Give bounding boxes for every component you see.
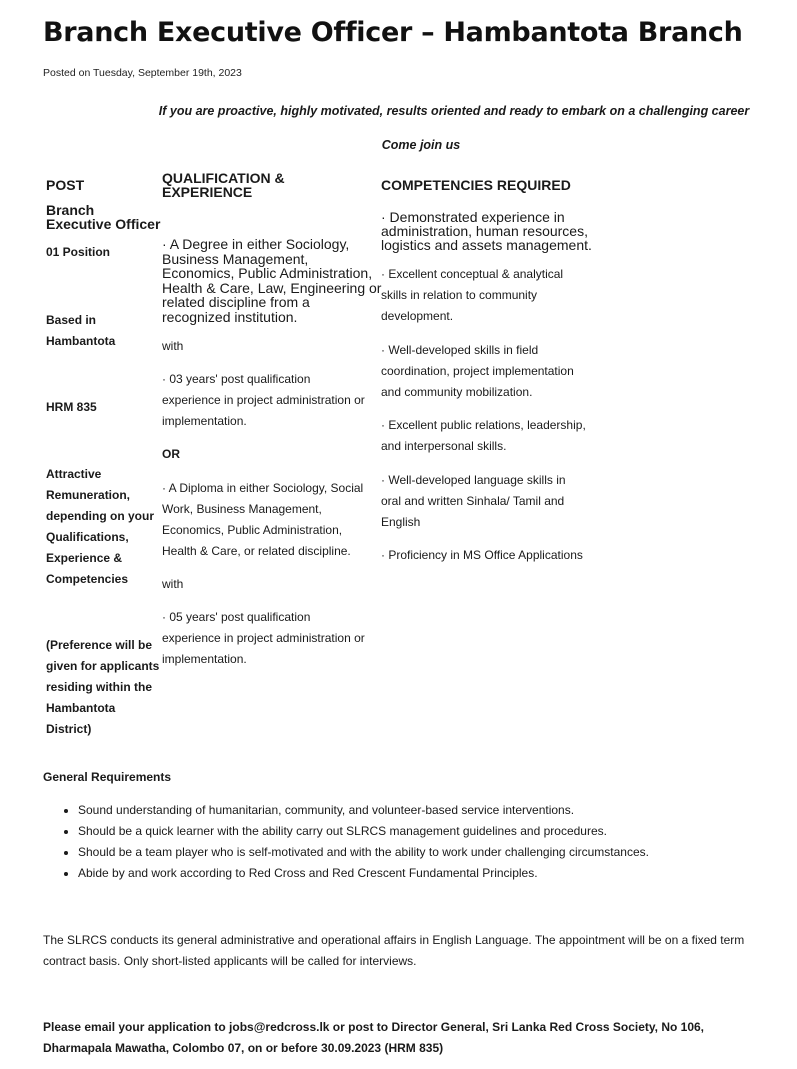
competency-line: development. xyxy=(381,309,454,323)
competencies-header: COMPETENCIES REQUIRED xyxy=(381,177,571,193)
remuneration-line: Attractive xyxy=(46,467,102,481)
competency-line: oral and written Sinhala/ Tamil and xyxy=(381,494,565,508)
language-note: The SLRCS conducts its general administrative and operational affairs in English Language. The appointment will be on a fixed term contract basis. Only short-listed applicants will be called for interviews. xyxy=(43,933,745,968)
hrm-code: HRM 835 xyxy=(46,400,97,414)
preference-line: Hambantota xyxy=(46,701,116,715)
preference-line: given for applicants xyxy=(46,659,160,673)
remuneration-line: depending on your xyxy=(46,509,154,523)
degree-line: related discipline from a xyxy=(162,294,310,310)
competency-line: · Excellent public relations, leadership, xyxy=(381,418,586,432)
competency-line: logistics and assets management. xyxy=(381,237,592,253)
diploma-line: Work, Business Management, xyxy=(162,502,322,516)
experience-line: implementation. xyxy=(162,414,247,428)
competency-line: · Excellent conceptual & analytical xyxy=(381,267,564,281)
experience-line: experience in project administration or xyxy=(162,631,365,645)
experience-line: experience in project administration or xyxy=(162,393,365,407)
post-title: Branch Executive Officer xyxy=(46,202,161,232)
degree-line: Business Management, xyxy=(162,251,309,267)
degree-line: Health & Care, Law, Engineering or xyxy=(162,280,382,296)
or-label: OR xyxy=(162,447,180,461)
post-header: POST xyxy=(46,177,85,193)
based-label: Based in xyxy=(46,313,97,327)
competency-line: · Well-developed skills in field xyxy=(381,343,539,357)
qualification-header: QUALIFICATION & xyxy=(162,170,285,186)
competency-line: · Proficiency in MS Office Applications xyxy=(381,548,583,562)
preference-line: residing within the xyxy=(46,680,153,694)
diploma-line: Health & Care, or related discipline. xyxy=(162,544,351,558)
experience-line: · 03 years' post qualification xyxy=(162,372,311,386)
preference-line: District) xyxy=(46,722,92,736)
join-line: Come join us xyxy=(381,138,461,152)
remuneration-line: Experience & xyxy=(46,551,123,565)
competency-line: administration, human resources, xyxy=(381,223,588,239)
with-label: with xyxy=(162,577,184,591)
competency-line: coordination, project implementation xyxy=(381,364,574,378)
competency-line: and community mobilization. xyxy=(381,385,533,399)
preference-line: (Preference will be xyxy=(46,638,153,652)
list-item: • Should be a quick learner with the ability carry out SLRCS management guidelines and procedures. xyxy=(78,821,649,842)
degree-line: · A Degree in either Sociology, xyxy=(162,236,350,252)
remuneration-line: Qualifications, xyxy=(46,530,129,544)
remuneration-line: Competencies xyxy=(46,572,129,586)
general-requirements-title: General Requirements xyxy=(43,770,172,784)
competency-line: · Well-developed language skills in xyxy=(381,473,566,487)
diploma-line: · A Diploma in either Sociology, Social xyxy=(162,481,364,495)
general-requirements-list xyxy=(43,800,649,884)
degree-line: recognized institution. xyxy=(162,309,298,325)
list-item: • Should be a team player who is self-motivated and with the ability to work under challenging circumstances. xyxy=(78,842,649,863)
competency-line: and interpersonal skills. xyxy=(381,439,507,453)
apply-note: Please email your application to jobs@redcross.lk or post to Director General, Sri Lanka Red Cross Society, No 106, Dharmapala Mawatha, Colombo 07, on or before 30.09.2023 (HRM 835) xyxy=(43,1020,705,1055)
diploma-line: Economics, Public Administration, xyxy=(162,523,343,537)
experience-line: · 05 years' post qualification xyxy=(162,610,311,624)
competency-line: · Demonstrated experience in xyxy=(381,209,565,225)
posted-date: Posted on Tuesday, September 19th, 2023 xyxy=(43,67,242,79)
qualification-header-2: EXPERIENCE xyxy=(162,184,253,200)
competency-line: English xyxy=(381,515,421,529)
page-title: Branch Executive Officer – Hambantota Branch xyxy=(43,17,743,48)
intro-line: If you are proactive, highly motivated, results oriented and ready to embark on a challenging career xyxy=(158,104,750,118)
remuneration-line: Remuneration, xyxy=(46,488,131,502)
positions-count: 01 Position xyxy=(46,245,111,259)
list-item: • Abide by and work according to Red Cross and Red Crescent Fundamental Principles. xyxy=(78,863,649,884)
degree-line: Economics, Public Administration, xyxy=(162,265,373,281)
experience-line: implementation. xyxy=(162,652,247,666)
based-location: Hambantota xyxy=(46,334,116,348)
competency-line: skills in relation to community xyxy=(381,288,538,302)
list-item: • Sound understanding of humanitarian, community, and volunteer-based service interventions. xyxy=(78,800,649,821)
with-label: with xyxy=(162,339,184,353)
